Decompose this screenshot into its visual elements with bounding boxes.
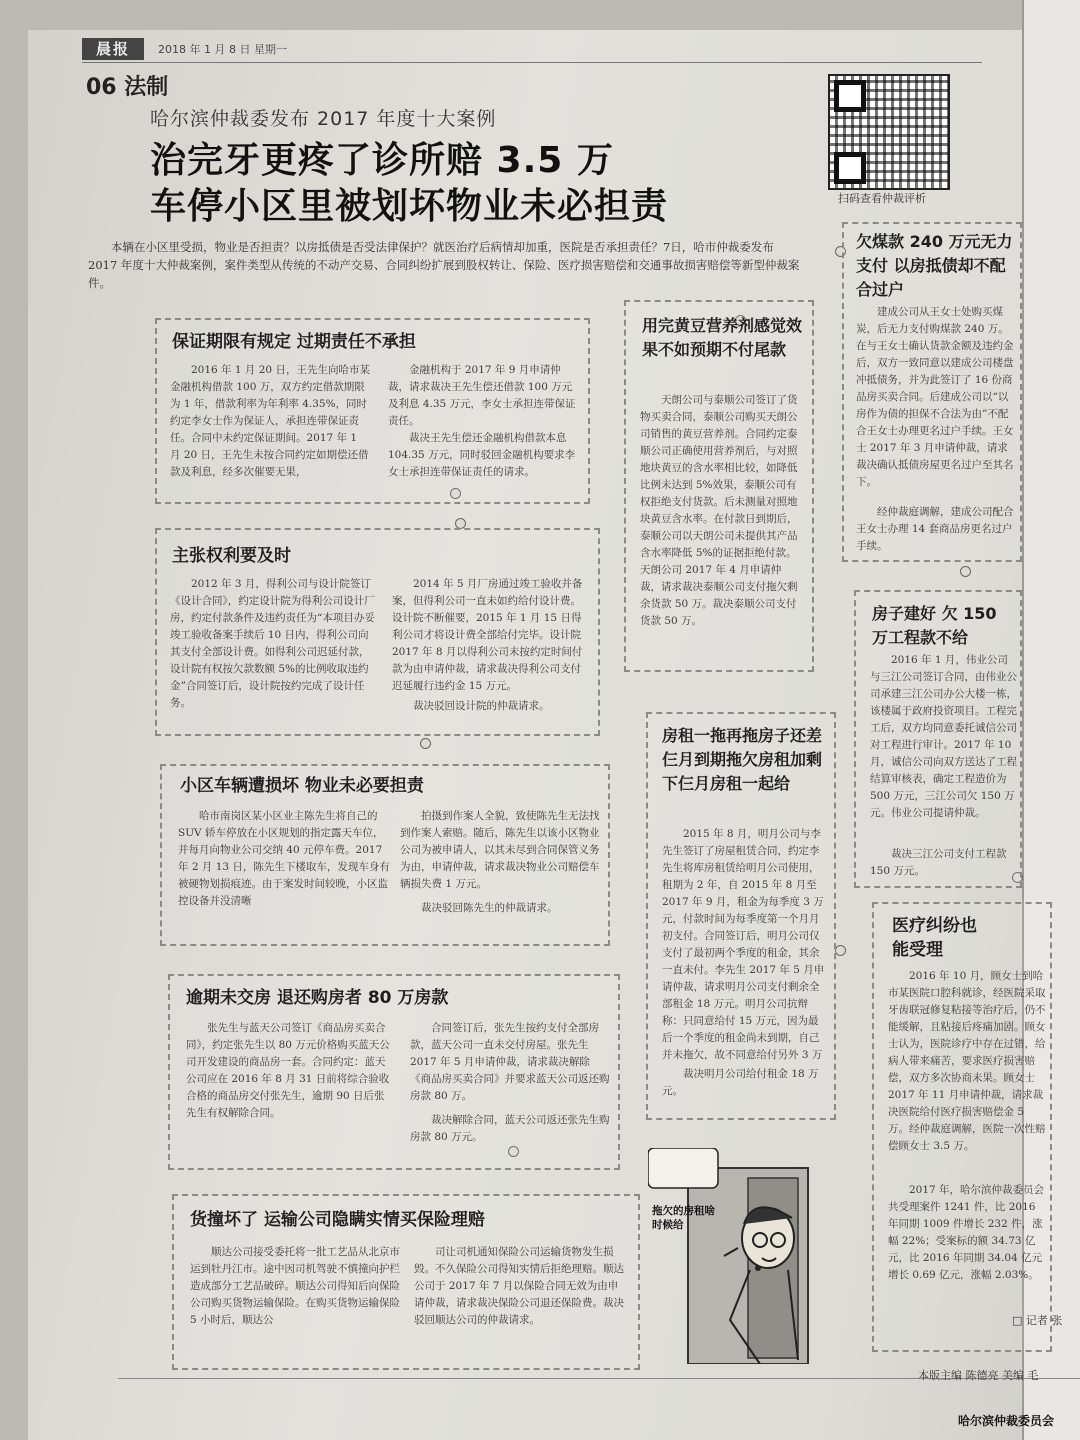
case-body-verdict: 裁决解除合同，蓝天公司返还张先生购房款 80 万元。	[410, 1114, 610, 1143]
speech-bubble-text: 拖欠的房租啥时候给	[652, 1205, 715, 1231]
case-body-col1: 建成公司从王女士处购买煤炭，后无力支付购煤款 240 万。在与王女士确认货款金额及违约金后，双方一致同意以建成公司楼盘冲抵债务，并为此签订了 16 份商品房买卖合同。后建成公司以“以房作为债的担保不合法为由”不配合王女士办理更名过户手续。王女士 2017 年 3 月申请仲裁，请求裁决确认抵债房屋更名过户至其名下。	[856, 306, 1014, 488]
case-body-col1: 天朗公司与泰顺公司签订了货物买卖合同，泰顺公司购买天朗公司销售的黄豆营养剂。合同约定泰顺公司正确使用营养剂后，与对照地块黄豆的含水率相比较，如降低比例未达到 5%效果，泰顺公司有权拒绝支付货款。后未测量对照地块黄豆含水率。在付款日到期后，泰顺公司以天朗公司未提供其产品含水率降低 5%的证据拒绝付款。天朗公司 2017 年 4 月申请仲裁，请求裁决泰顺公司支付拖欠剩余货款 50 万。裁决泰顺公司支付货款 50 万。	[640, 394, 798, 627]
case-body-verdict: 裁决驳回设计院的仲裁请求。	[413, 700, 550, 712]
qr-code-icon[interactable]	[828, 74, 950, 190]
cartoon-illustration	[648, 1148, 838, 1364]
connector-knot	[960, 566, 971, 577]
headline-line-1: 治完牙更疼了诊所赔 3.5 万	[150, 140, 614, 181]
case-title: 房子建好 欠 150 万工程款不给	[872, 604, 997, 647]
stamp-text: 哈尔滨仲裁委员会	[958, 1414, 1055, 1428]
case-title: 房租一拖再拖房子还差仨月到期拖欠房租加剩下仨月房租一起给	[662, 726, 823, 793]
masthead-date: 2018 年 1 月 8 日 星期一	[158, 43, 287, 56]
case-body-col2: 2014 年 5 月厂房通过竣工验收并备案，但得利公司一直未如约给付设计费。设计院不断催要，2015 年 1 月 15 日得利公司才将设计费全部给付完毕。设计院 2017 年 8 月以得利公司未按约定时间付款为由申请仲裁，请求裁决得利公司支付迟延履行违约金 15 万元。	[392, 578, 583, 692]
case-body-col1: 张先生与蓝天公司签订《商品房买卖合同》，约定张先生以 80 万元价格购买蓝天公司开发建设的商品房一套。合同约定：蓝天公司应在 2016 年 8 月 31 日前将综合验收合格的商品房交付张先生，逾期 90 日后张先生有权解除合同。	[186, 1022, 390, 1119]
case-body-stats: 2017 年，哈尔滨仲裁委员会共受理案件 1241 件，比 2016 年同期 1009 件增长 232 件，涨幅 22%；受案标的额 34.73 亿元，比 2016 年同期 34.04 亿元增长 0.69 亿元，涨幅 2.03%。	[888, 1184, 1045, 1281]
case-body-verdict: 裁决三江公司支付工程款 150 万元。	[870, 848, 1007, 877]
case-body-col2: 金融机构于 2017 年 9 月申请仲裁，请求裁决王先生偿还借款 100 万元及利息 4.35 万元，李女士承担连带保证责任。	[388, 364, 576, 427]
case-title: 主张权利要及时	[172, 546, 291, 566]
case-title: 小区车辆遭损坏 物业未必要担责	[180, 776, 424, 796]
case-body-col1: 顺达公司接受委托将一批工艺品从北京市运到牡丹江市。途中因司机驾驶不慎撞向护栏造成部分工艺品破碎。顺达公司得知后向保险公司购买货物运输保险。在购买货物运输保险 5 小时后，顺达公	[190, 1246, 400, 1326]
case-body-verdict: 裁决王先生偿还金融机构借款本息 104.35 万元，同时驳回金融机构要求李女士承担连带保证责任的请求。	[388, 432, 576, 478]
byline: □ 记者 张	[1012, 1314, 1063, 1327]
case-body-col1: 哈市南岗区某小区业主陈先生将自己的 SUV 轿车停放在小区规划的指定露天车位，并每月向物业公司交纳 40 元停车费。2017 年 2 月 13 日，陈先生下楼取车，发现车身有被硬物划损痕迹。由于案发时间较晚，小区监控设备并没清晰	[178, 810, 390, 907]
case-body-col1: 2016 年 10 月，顾女士到哈市某医院口腔科就诊，经医院采取牙齿联冠修复粘接等治疗后，仍不能缓解，且粘接后疼痛加剧。顾女士认为，医院诊疗中存在过错，给病人带来痛苦，要求医疗损害赔偿，双方多次协商未果。顾女士 2017 年 11 月申请仲裁，请求裁决医院给付医疗损害赔偿金 5 万。经仲裁庭调解，医院一次性赔偿顾女士 3.5 万。	[888, 970, 1046, 1152]
case-body-col2: 司让司机通知保险公司运输货物发生损毁。不久保险公司得知实情后拒绝理赔。顺达公司于 2017 年 7 月以保险合同无效为由申请仲裁，请求裁决保险公司退还保险费。裁决驳回顺达公司的仲裁请求。	[414, 1246, 624, 1326]
masthead-rule	[82, 62, 982, 63]
case-body-col1: 2012 年 3 月，得利公司与设计院签订《设计合同》，约定设计院为得利公司设计厂房，约定付款条件及违约责任为“本项目办妥竣工验收备案手续后 10 日内，得利公司向其支付全部设计费。如得利公司迟延付款，设计院有权按欠款数额 5%的比例收取违约金”合同签订后，设计院按约完成了设计任务。	[170, 578, 375, 709]
lead-paragraph: 本辆在小区里受损，物业是否担责？以房抵债是否受法律保护？就医治疗后病情却加重，医院是否承担责任？7日，哈市仲裁委发布 2017 年度十大仲裁案例，案件类型从传统的不动产交易、合同纠纷扩展到股权转让、保险、医疗损害赔偿和交通事故损害赔偿等新型仲裁案件。	[88, 240, 800, 290]
case-body-col2: 合同签订后，张先生按约支付全部房款，蓝天公司一直未交付房屋。张先生 2017 年 5 月申请仲裁，请求裁决解除《商品房买卖合同》并要求蓝天公司返还购房款 80 万。	[410, 1022, 610, 1102]
case-title: 用完黄豆营养剂感觉效果不如预期不付尾款	[642, 316, 803, 359]
case-body-col1: 2015 年 8 月，明月公司与李先生签订了房屋租赁合同，约定李先生将库房租赁给明月公司使用，租期为 2 年，自 2015 年 8 月至 2017 年 9 月，租金为每季度 3 万元，付款时间为每季度第一个月月初支付。合同签订后，明月公司仅支付了最初两个季度的租金，其余一直未付。李先生 2017 年 5 月申请仲裁，请求明月公司支付剩余全部租金 18 万元。明月公司抗辩称：只同意给付 15 万元，因为最后一个季度的租金尚未到期，自己并未拖欠，故不同意给付另外 3 万	[662, 828, 825, 1060]
section-label: 06 法制	[86, 75, 169, 100]
case-body-col1: 2016 年 1 月，伟业公司与三江公司签订合同，由伟业公司承建三江公司办公大楼一栋，该楼属于政府投资项目。工程完工后，双方均同意委托诚信公司对工程进行审计。2017 年 10 月，诚信公司向双方送达了工程结算审核表，确定工程造价为 500 万元，三江公司欠 150 万元。伟业公司提请仲裁。	[870, 654, 1017, 819]
case-title: 逾期未交房 退还购房者 80 万房款	[186, 988, 449, 1008]
case-body-verdict: 裁决驳回陈先生的仲裁请求。	[421, 902, 558, 914]
case-title: 欠煤款 240 万元无力支付 以房抵债却不配合过户	[856, 232, 1013, 299]
footer-editor: 本版主编 陈德亮 美编 毛	[918, 1369, 1039, 1382]
connector-knot	[420, 738, 431, 749]
connector-knot	[835, 945, 846, 956]
case-title: 医疗纠纷也能受理	[892, 916, 977, 960]
kicker: 哈尔滨仲裁委发布 2017 年度十大案例	[150, 108, 497, 130]
case-body-verdict: 裁决明月公司给付租金 18 万元。	[662, 1068, 819, 1097]
case-title: 货撞坏了 运输公司隐瞒实情买保险理赔	[190, 1210, 485, 1230]
case-body-col2: 拍摄到作案人全貌，致使陈先生无法找到作案人索赔。随后，陈先生以该小区物业公司为被申请人，以其未尽到合同保管义务为由，申请仲裁，请求裁决物业公司赔偿车辆损失费 1 万元。	[400, 810, 600, 890]
qr-caption: 扫码查看仲裁评析	[838, 192, 926, 205]
case-body-verdict: 经仲裁庭调解，建成公司配合王女士办理 14 套商品房更名过户手续。	[856, 506, 1014, 552]
headline-line-2: 车停小区里被划坏物业未必担责	[150, 186, 669, 227]
case-body-col1: 2016 年 1 月 20 日，王先生向哈市某金融机构借款 100 万，双方约定借款期限为 1 年，借款利率为年利率 4.35%，同时约定李女士作为保证人，承担连带保证责任。合同中未约定保证期间。2017 年 1 月 20 日，王先生未按合同约定如期偿还借款及利息，经多次催要无果，	[170, 364, 370, 478]
case-title: 保证期限有规定 过期责任不承担	[172, 332, 416, 352]
masthead-logo: 晨报	[82, 38, 144, 60]
